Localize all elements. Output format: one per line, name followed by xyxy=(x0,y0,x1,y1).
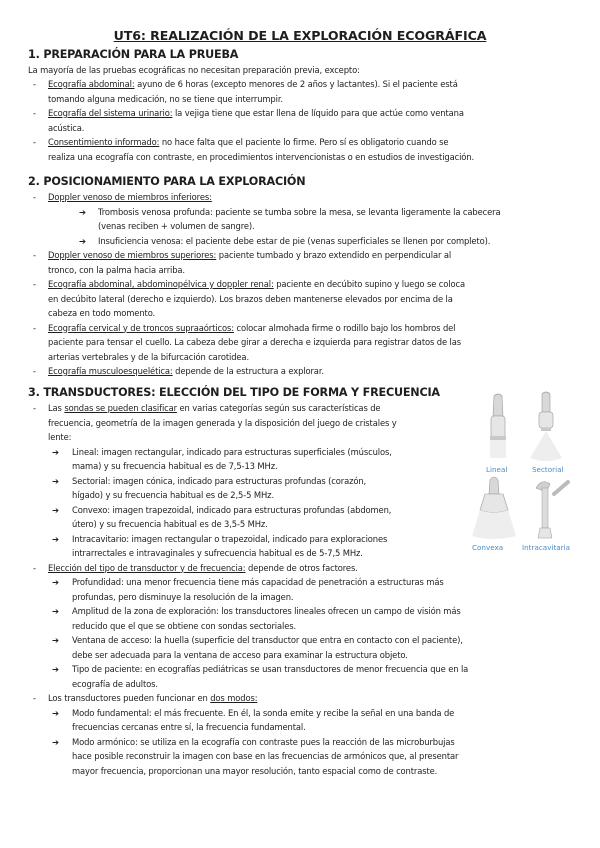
bullet-dash: - xyxy=(33,137,37,147)
s3-item-modos: Los transductores pueden funcionar en dos modos: xyxy=(48,693,258,703)
s2-item-doppler-superiores: Doppler venoso de miembros superiores: paciente tumbado y brazo extendido en perpendicular al xyxy=(48,250,452,260)
term: Ecografía musculoesquelética: xyxy=(48,366,173,376)
s2-item-musculoesqueletica: Ecografía musculoesquelética: depende de la estructura a explorar. xyxy=(48,366,324,376)
arrow-icon: ➔ xyxy=(52,446,60,457)
document-title: UT6: REALIZACIÓN DE LA EXPLORACIÓN ECOGRÁFICA xyxy=(113,28,487,43)
s1-item-abdominal: Ecografía abdominal: ayuno de 6 horas (excepto menores de 2 años y lactantes). Si el paciente está xyxy=(48,79,458,89)
lineal-caption: Lineal xyxy=(486,465,508,474)
intracavitary-probe-icon xyxy=(536,482,568,538)
s1-item-urinario: Ecografía del sistema urinario: la vejiga tiene que estar llena de líquido para que actúe como ventana xyxy=(48,108,464,118)
arrow-icon: ➔ xyxy=(79,206,87,217)
bullet-dash: - xyxy=(33,366,37,376)
text-line: útero) y su frecuencia habitual es de 3,5-5 MHz. xyxy=(72,519,268,529)
s3-item-eleccion: Elección del tipo de transductor y de frecuencia: depende de otros factores. xyxy=(48,562,358,573)
text-line: hígado) y su frecuencia habitual es de 2,5-5 MHz. xyxy=(72,490,275,500)
text-line: Intracavitario: imagen rectangular o trapezoidal, indicado para exploraciones xyxy=(72,533,388,544)
arrow-icon: ➔ xyxy=(52,533,60,544)
text-line: Tipo de paciente: en ecografías pediátricas se usan transductores de menor frecuencia que en la xyxy=(72,664,469,674)
sector-probe-icon xyxy=(530,392,562,461)
section-2-heading: 2. POSICIONAMIENTO PARA LA EXPLORACIÓN xyxy=(28,175,306,188)
bullet-dash: - xyxy=(33,322,37,333)
s2-item-cervical: Ecografía cervical y de troncos supraaórticos: colocar almohada firme o rodillo bajo los hombros del xyxy=(48,322,456,333)
sectorial-caption: Sectorial xyxy=(532,465,564,474)
text-line: frecuencias cercanas entre sí, la frecuencia fundamental. xyxy=(72,722,306,732)
text-line: Modo armónico: se utiliza en la ecografía con contraste pues la reacción de las microburbujas xyxy=(72,736,455,747)
text-line: (venas reciben + volumen de sangre). xyxy=(98,221,255,231)
arrow-icon: ➔ xyxy=(52,736,60,747)
s2-item-doppler-inferiores xyxy=(48,190,212,205)
text-line: mama) y su frecuencia habitual es de 7,5-13 MHz. xyxy=(72,461,278,471)
text-line: reducido que el que se obtiene con sondas sectoriales. xyxy=(72,620,297,631)
text-line: frecuencia, geometría de la imagen generada y la disposición del juego de cristales y xyxy=(48,417,397,428)
section-3-heading: 3. TRANSDUCTORES: ELECCIÓN DEL TIPO DE FORMA Y FRECUENCIA xyxy=(28,386,440,399)
section-1-heading: 1. PREPARACIÓN PARA LA PRUEBA xyxy=(28,48,239,61)
bullet-dash: - xyxy=(33,562,37,573)
text-line: Ventana de acceso: la huella (superficie del transductor que entra en contacto con el paciente), xyxy=(72,635,463,645)
arrow-icon: ➔ xyxy=(52,577,60,587)
s1-item-consentimiento: Consentimiento informado: no hace falta que el paciente lo firme. Pero sí es obligatorio cuando se xyxy=(48,137,449,147)
bullet-dash: - xyxy=(33,108,37,118)
text-line: Trombosis venosa profunda: paciente se tumba sobre la mesa, se levanta ligeramente la cabecera xyxy=(98,206,501,217)
text-line: Modo fundamental: el más frecuente. En él, la sonda emite y recibe la señal en una banda de xyxy=(72,707,455,718)
text-line: realiza una ecografía con contraste, en procedimientos intervencionistas o en estudios de investigación. xyxy=(48,151,475,162)
text-line: debe ser adecuada para la ventana de acceso para examinar la estructura objeto. xyxy=(72,649,408,660)
bullet-dash: - xyxy=(33,79,37,89)
text-line: tomando alguna medicación, no se tiene que interrumpir. xyxy=(48,93,283,104)
text-line: Convexo: imagen trapezoidal, indicado para estructuras profundas (abdomen, xyxy=(72,504,392,515)
bullet-dash: - xyxy=(33,192,37,202)
transducers-figure xyxy=(470,388,588,556)
convexa-caption: Convexa xyxy=(472,543,504,552)
term: Ecografía del sistema urinario: xyxy=(48,108,173,118)
s2-item-abdominal: Ecografía abdominal, abdominopélvica y doppler renal: paciente en decúbito supino y luego se coloca xyxy=(48,279,465,289)
term: Doppler venoso de miembros superiores: xyxy=(48,250,217,260)
text-line: Amplitud de la zona de exploración: los transductores lineales ofrecen un campo de visión más xyxy=(72,606,461,616)
text-line: Sectorial: imagen cónica, indicado para estructuras profundas (corazón, xyxy=(72,475,367,486)
section-1-intro: La mayoría de las pruebas ecográficas no necesitan preparación previa, excepto: xyxy=(28,65,360,75)
text-line: profundas, pero disminuye la resolución de la imagen. xyxy=(72,591,294,602)
text-line: intrarrectales e intravaginales y sufrecuencia habitual es de 5-7,5 MHz. xyxy=(72,548,363,558)
text-line: en decúbito lateral (derecho e izquierdo). Los brazos deben mantenerse elevados por encima de la xyxy=(48,293,453,304)
term: sondas se pueden clasificar xyxy=(64,403,177,413)
arrow-icon: ➔ xyxy=(52,504,60,515)
text-line: paciente para tensar el cuello. La cabeza debe girar a derecha e izquierda para registrar datos de las xyxy=(48,337,462,347)
term: Elección del tipo de transductor y de frecuencia: xyxy=(48,562,246,573)
text-line: acústica. xyxy=(48,122,85,133)
text-line: Profundidad: una menor frecuencia tiene más capacidad de penetración a estructuras más xyxy=(72,577,444,587)
arrow-icon: ➔ xyxy=(52,664,60,674)
term: Doppler venoso de miembros inferiores: xyxy=(48,192,212,202)
text-line: mayor frecuencia, proporcionan una mayor resolución, tanto espacial como de contraste. xyxy=(72,765,438,776)
text-line: ecografía de adultos. xyxy=(72,678,158,689)
term: Ecografía cervical y de troncos supraaórticos: xyxy=(48,322,234,333)
bullet-dash: - xyxy=(33,250,37,260)
text-line: tronco, con la palma hacia arriba. xyxy=(48,264,185,275)
arrow-icon: ➔ xyxy=(52,635,60,645)
arrow-icon: ➔ xyxy=(52,475,60,486)
text-line: Insuficiencia venosa: el paciente debe estar de pie (venas superficiales se llenen por completo). xyxy=(98,235,491,246)
text-line: arterias vertebrales y de la bifurcación carotidea. xyxy=(48,351,249,362)
term: Consentimiento informado: xyxy=(48,137,160,147)
bullet-dash: - xyxy=(33,279,37,289)
text-line: cabeza en todo momento. xyxy=(48,308,156,318)
text-line: hace posible reconstruir la imagen con base en las frecuencias de armónicos que, al presentar xyxy=(72,751,459,761)
arrow-icon: ➔ xyxy=(79,235,87,246)
text-line: Lineal: imagen rectangular, indicado para estructuras superficiales (músculos, xyxy=(72,446,392,457)
text-line: lente: xyxy=(48,432,72,442)
arrow-icon: ➔ xyxy=(52,707,60,718)
term: Ecografía abdominal: xyxy=(48,79,135,89)
linear-probe-icon xyxy=(490,394,506,458)
convex-probe-icon xyxy=(472,477,516,539)
intracavitaria-caption: Intracavitaria xyxy=(522,543,571,552)
bullet-dash: - xyxy=(33,693,37,703)
term: dos modos: xyxy=(210,693,258,703)
arrow-icon: ➔ xyxy=(52,606,60,616)
bullet-dash: - xyxy=(33,403,37,413)
term: Ecografía abdominal, abdominopélvica y doppler renal: xyxy=(48,279,274,289)
s3-item-clasificacion: Las sondas se pueden clasificar en varias categorías según sus características de xyxy=(48,403,381,413)
